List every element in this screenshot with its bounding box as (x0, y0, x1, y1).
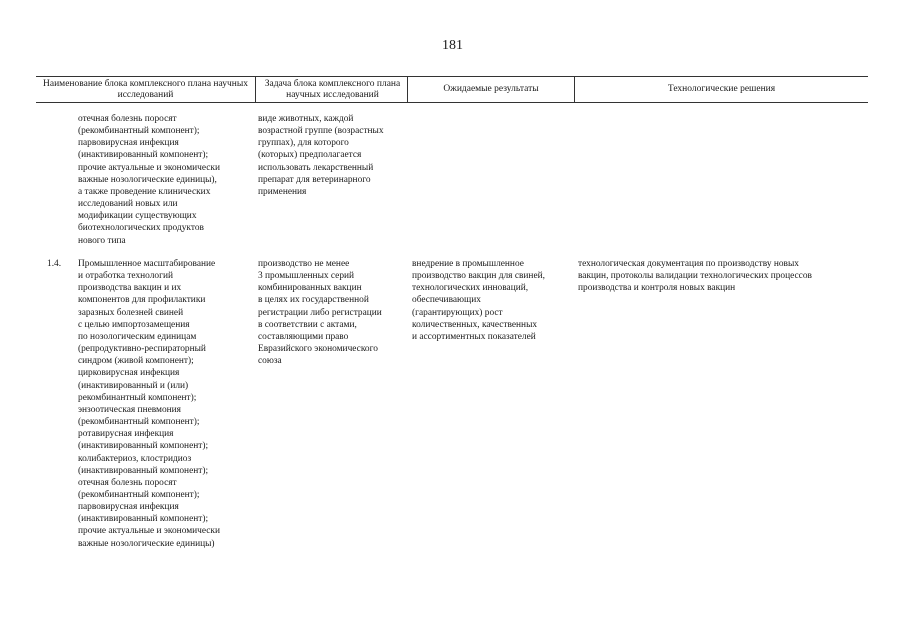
header-divider-1 (255, 76, 256, 102)
header-block-name: Наименование блока комплексного плана научных исследований (43, 78, 248, 100)
header-tech-solutions: Технологические решения (667, 84, 776, 94)
header-expected-results: Ожидаемые результаты (443, 84, 539, 94)
row-1-block-task: производство не менее 3 промышленных серий комбинированных вакцин в целях их государственной регистрации либо регистрации в соответствии с актами, составляющими право Евразийского экономического союза (258, 259, 382, 367)
row-1-block-name: Промышленное масштабирование и отработка технологий производства вакцин и их компонентов для профилактики заразных болезней свиней с целью импортозамещения по нозологическим единицам (репродуктивно-респираторный синдром (живой компонент); цирковирусная инфекция (инактивированный и (или) рекомбинантный компонент); энзоотическая пневмония (рекомбинантный компонент); ротавирусная инфекция (инактивированный компонент); колибактериоз, клостридиоз (инактивированный компонент); отечная болезнь поросят (рекомбинантный компонент); парвовирусная инфекция (инактивированный компонент); прочие актуальные и экономически важные нозологические единицы) (78, 259, 221, 549)
table-header-bottom-rule (36, 102, 868, 103)
row-0-block-task: виде животных, каждой возрастной группе (возрастных группах), для которого (которых) предполагается использовать лекарственный препарат для ветеринарного применения (258, 114, 384, 197)
row-1-number: 1.4. (47, 259, 62, 269)
row-0-block-name: отечная болезнь поросят (рекомбинантный компонент); парвовирусная инфекция (инактивированный компонент); прочие актуальные и экономически важные нозологические единицы), а также проведение клинических исследований новых или модификации существующих биотехнологических продуктов нового типа (78, 114, 221, 246)
row-1-tech-solutions: технологическая документация по производству новых вакцин, протоколы валидации технологических процессов производства и контроля новых вакцин (578, 259, 812, 294)
row-1-expected-results: внедрение в промышленное производство вакцин для свиней, технологических инноваций, обеспечивающих (гарантирующих) рост количественных, качественных и ассортиментных показателей (412, 259, 545, 342)
page-number: 181 (442, 38, 463, 53)
header-block-task: Задача блока комплексного плана научных исследований (264, 78, 401, 100)
